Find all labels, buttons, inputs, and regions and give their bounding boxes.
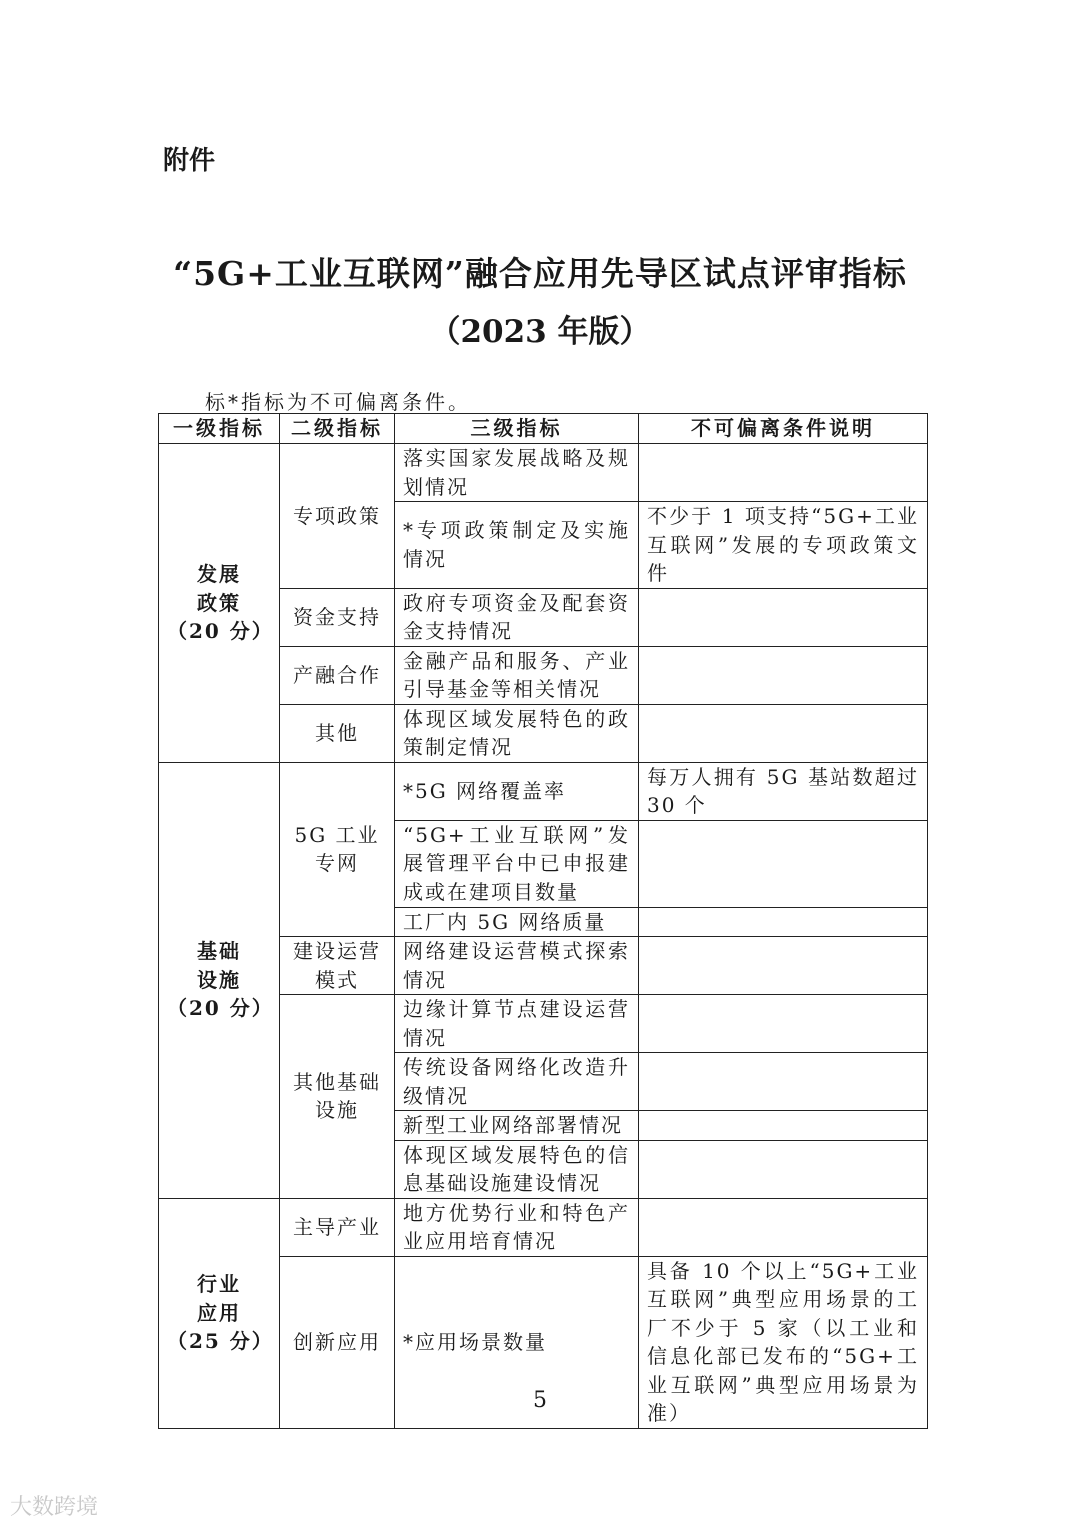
level3-other-policy: 体现区域发展特色的政策制定情况: [395, 704, 639, 762]
level2-5g-network: 5G 工业 专网: [280, 762, 395, 937]
level3-new-network: 新型工业网络部署情况: [395, 1111, 639, 1141]
level4-empty: [639, 1111, 928, 1141]
document-title: “5G+工业互联网”融合应用先导区试点评审指标: [173, 254, 907, 293]
level4-empty: [639, 1140, 928, 1198]
table-row: [159, 1198, 928, 1256]
page-number: 5: [533, 1388, 547, 1413]
level4-special-policy-formulation: 不少于 1 项支持“5G+工业互联网”发展的专项政策文件: [639, 502, 928, 589]
header-level2: 二级指标: [280, 414, 395, 444]
level1-industry: 行业 应用 （25 分）: [159, 1198, 280, 1428]
table-row: [159, 762, 928, 820]
level3-funding: 政府专项资金及配套资金支持情况: [395, 588, 639, 646]
table-note: 标*指标为不可偏离条件。: [205, 390, 471, 414]
level2-other-infra: 其他基础 设施: [280, 995, 395, 1199]
level2-industry-finance: 产融合作: [280, 646, 395, 704]
level4-5g-coverage: 每万人拥有 5G 基站数超过 30 个: [639, 762, 928, 820]
level2-other: 其他: [280, 704, 395, 762]
evaluation-index-table: [158, 413, 928, 1429]
header-level1: 一级指标: [159, 414, 280, 444]
watermark-text: 大数跨境: [10, 1495, 99, 1520]
table-header-row: [159, 414, 928, 444]
level4-empty: [639, 444, 928, 502]
level3-leading-industry: 地方优势行业和特色产业应用培育情况: [395, 1198, 639, 1256]
level4-empty: [639, 1198, 928, 1256]
level1-policy: 发展 政策 （20 分）: [159, 444, 280, 763]
level1-infra: 基础 设施 （20 分）: [159, 762, 280, 1198]
level2-funding: 资金支持: [280, 588, 395, 646]
level4-empty: [639, 995, 928, 1053]
level4-empty: [639, 1053, 928, 1111]
level2-innovation: 创新应用: [280, 1256, 395, 1428]
watermark-logo: [10, 1490, 98, 1521]
attachment-label: 附件: [163, 146, 216, 176]
table-row: [159, 444, 928, 502]
level3-national-strategy: 落实国家发展战略及规划情况: [395, 444, 639, 502]
header-non-deviation: 不可偏离条件说明: [639, 414, 928, 444]
level2-special-policy: 专项政策: [280, 444, 395, 589]
level3-5g-coverage: *5G 网络覆盖率: [395, 762, 639, 820]
level4-empty: [639, 820, 928, 907]
level4-empty: [639, 588, 928, 646]
document-subtitle: （2023 年版）: [429, 314, 651, 350]
level2-leading-industry: 主导产业: [280, 1198, 395, 1256]
level3-platform-projects: “5G+工业互联网”发展管理平台中已申报建成或在建项目数量: [395, 820, 639, 907]
level3-special-policy-formulation: *专项政策制定及实施情况: [395, 502, 639, 589]
level3-equipment-upgrade: 传统设备网络化改造升级情况: [395, 1053, 639, 1111]
level3-scene-count: *应用场景数量: [395, 1256, 639, 1428]
level4-empty: [639, 937, 928, 995]
level3-factory-5g-quality: 工厂内 5G 网络质量: [395, 907, 639, 937]
level3-ops-model: 网络建设运营模式探索情况: [395, 937, 639, 995]
level4-empty: [639, 907, 928, 937]
level3-industry-finance: 金融产品和服务、产业引导基金等相关情况: [395, 646, 639, 704]
level4-empty: [639, 646, 928, 704]
level3-regional-infra: 体现区域发展特色的信息基础设施建设情况: [395, 1140, 639, 1198]
level2-ops-model: 建设运营 模式: [280, 937, 395, 995]
header-level3: 三级指标: [395, 414, 639, 444]
level4-scene-count: 具备 10 个以上“5G+工业互联网”典型应用场景的工厂不少于 5 家（以工业和信息化部已发布的“5G+工业互联网”典型应用场景为准）: [639, 1256, 928, 1428]
level3-edge-computing: 边缘计算节点建设运营情况: [395, 995, 639, 1053]
level4-empty: [639, 704, 928, 762]
